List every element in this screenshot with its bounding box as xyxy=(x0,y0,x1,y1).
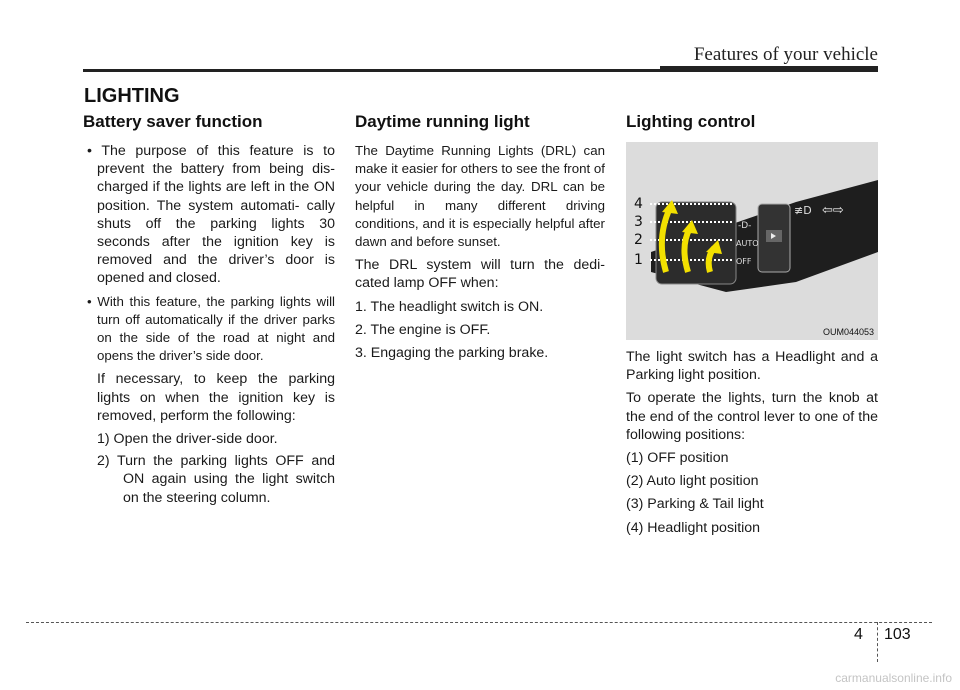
drl-item: 2. The engine is OFF. xyxy=(355,321,491,338)
column-battery-saver xyxy=(83,112,335,512)
parking-light-icon xyxy=(738,221,751,231)
running-header: Features of your vehicle xyxy=(693,44,878,65)
svg-text:-D-: -D- xyxy=(738,221,752,231)
column-lighting-control xyxy=(626,112,878,542)
drl-paragraph-2: The DRL system will turn the dedi- cated lamp OFF when: xyxy=(355,257,605,292)
page-number: 103 xyxy=(884,626,911,643)
position-number-3: 3 xyxy=(634,214,643,230)
battery-paragraph: If necessary, to keep the parking lights on when the ignition key is removed, perform the following: xyxy=(97,371,335,424)
lighting-paragraph-2: To operate the lights, turn the knob at the end of the control lever to one of the following positions: xyxy=(626,390,878,443)
fog-light-icon xyxy=(794,204,812,217)
position-number-2: 2 xyxy=(634,232,643,248)
position-number-4: 4 xyxy=(634,196,643,212)
header-rule-accent xyxy=(660,66,878,72)
drl-item: 1. The headlight switch is ON. xyxy=(355,298,544,315)
footer-divider xyxy=(877,622,878,662)
drl-item: 3. Engaging the parking brake. xyxy=(355,345,549,362)
battery-bullet-2: • With this feature, the parking lights will turn off automatically if the driver parks on the side of the road at night and opens the driver’s side door. xyxy=(87,293,335,364)
footer-rule xyxy=(26,622,932,623)
lighting-control-heading: Lighting control xyxy=(626,112,756,131)
headlight-icon xyxy=(738,202,754,213)
battery-step-1: 1) Open the driver-side door. xyxy=(97,431,278,448)
svg-text:⇦⇨: ⇦⇨ xyxy=(822,203,844,218)
turn-signal-arrows-icon xyxy=(822,203,844,218)
switch-label-off: OFF xyxy=(736,257,752,266)
lighting-position-item: (1) OFF position xyxy=(626,450,729,467)
battery-step-2: 2) Turn the parking lights OFF and ON again using the light switch on the steering column. xyxy=(97,453,335,506)
position-number-1: 1 xyxy=(634,252,643,268)
page-chapter: 4 xyxy=(854,626,863,643)
switch-label-auto: AUTO xyxy=(736,239,759,248)
svg-text:≣D: ≣D xyxy=(738,202,755,213)
battery-bullet-1: • The purpose of this feature is to prevent the battery from being dis- charged if the lights are left in the ON position. The system automati- cally shuts off the parking lights 30 seconds after the ignition key is removed and the driver’s door is opened and closed. xyxy=(87,143,335,287)
lighting-position-item: (2) Auto light position xyxy=(626,473,759,490)
column-drl xyxy=(355,112,605,367)
light-switch-illustration xyxy=(626,142,878,340)
drl-paragraph-1: The Daytime Running Lights (DRL) can make it easier for others to see the front of your vehicle during the day. DRL can be helpful in many different driving conditions, and it is especially helpful after dawn and before sunset. xyxy=(355,143,605,250)
lighting-position-item: (4) Headlight position xyxy=(626,519,761,536)
section-title: LIGHTING xyxy=(84,85,180,107)
svg-text:≢D: ≢D xyxy=(794,204,812,217)
watermark: carmanualsonline.info xyxy=(835,671,952,685)
battery-saver-heading: Battery saver function xyxy=(83,112,263,131)
figure-code: OUM044053 xyxy=(822,327,874,337)
drl-heading: Daytime running light xyxy=(355,112,530,131)
lighting-position-item: (3) Parking & Tail light xyxy=(626,496,764,513)
lighting-paragraph-1: The light switch has a Headlight and a Parking light position. xyxy=(626,349,878,384)
